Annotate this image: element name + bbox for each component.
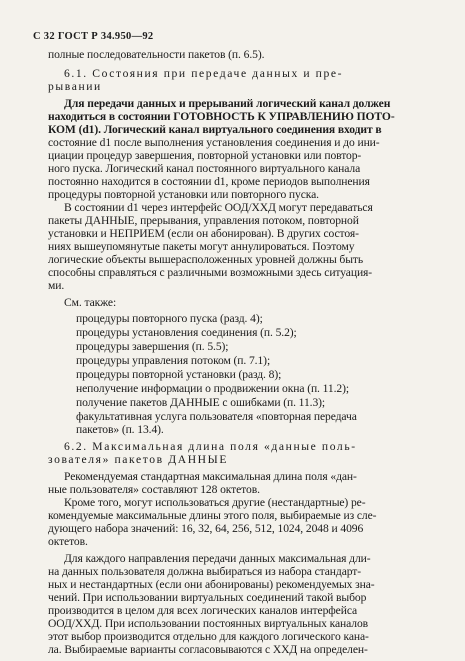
section-heading: 6.1. Состояния при передаче данных и пре-	[64, 67, 344, 80]
section-heading: рывании	[48, 80, 102, 93]
section-heading: 6.2. Максимальная длина поля «данные поль-	[64, 440, 357, 453]
text-line: состояние d1 после выполнения установления соединения и до ини-	[48, 136, 380, 149]
text-line: логические объекты вышерасположенных уровней должны быть	[48, 253, 364, 266]
list-item: процедуры установления соединения (п. 5.2);	[76, 326, 297, 339]
text-line: ного пуска. Логический канал постоянного виртуального канала	[48, 162, 361, 175]
text-line: комендуемые максимальные длины этого поля, выбираемые из сле-	[48, 509, 377, 522]
text-line: циации процедур завершения, повторной установки или повтор-	[48, 149, 362, 162]
page-header: С 32 ГОСТ Р 34.950—92	[33, 31, 154, 42]
text-line: ных и нестандартных (если они абонированы) рекомендуемых зна-	[48, 578, 375, 591]
text-line: процедуры повторной установки или повторного пуска.	[48, 188, 319, 201]
list-item: процедуры повторного пуска (разд. 4);	[76, 312, 263, 325]
text-line: способны справляться с различными возможными здесь ситуация-	[48, 266, 373, 279]
list-item: процедуры завершения (п. 5.5);	[76, 340, 229, 353]
text-line: дующего набора значений: 16, 32, 64, 256, 512, 1024, 2048 и 4096	[48, 522, 364, 535]
text-line: установки и НЕПРИЕМ (если он абонирован). В других состоя-	[48, 227, 359, 240]
list-item: факультативная услуга пользователя «повторная передача	[76, 410, 357, 423]
text-line: Для каждого направления передачи данных максимальная дли-	[64, 552, 371, 565]
text-line: Кроме того, могут использоваться другие (нестандартные) ре-	[64, 496, 366, 509]
text-line: октетов.	[48, 535, 88, 548]
text-line: пакеты ДАННЫЕ, прерывания, управления потоком, повторной	[48, 214, 359, 227]
text-line: ла. Выбираемые варианты согласовываются с ХХД на определен-	[48, 643, 368, 656]
list-item: процедуры управления потоком (п. 7.1);	[76, 354, 271, 367]
text-line: Рекомендуемая стандартная максимальная длина поля «дан-	[64, 470, 357, 483]
text-line: производится в целом для всех логических каналов интерфейса	[48, 604, 358, 617]
text-line: См. также:	[64, 296, 117, 309]
text-line: ООД/ХХД. При использовании постоянных виртуальных каналов	[48, 617, 369, 630]
text-line: ми.	[48, 279, 65, 292]
text-line: КОМ (d1). Логический канал виртуального соединения входит в	[48, 123, 382, 136]
text-line: чений. При использовании виртуальных соединений такой выбор	[48, 591, 367, 604]
text-line: полные последовательности пакетов (п. 6.5).	[48, 48, 265, 61]
text-line: ниях вышеупомянутые пакеты могут аннулироваться. Поэтому	[48, 240, 355, 253]
text-line: постоянно находится в состоянии d1, кроме периодов выполнения	[48, 175, 370, 188]
text-line: на данных пользователя должна выбираться из набора стандарт-	[48, 565, 362, 578]
list-item: получение пакетов ДАННЫЕ с ошибками (п. 11.3);	[76, 396, 326, 409]
text-line: Для передачи данных и прерываний логический канал должен	[64, 97, 391, 110]
section-heading: зователя» пакетов ДАННЫЕ	[48, 453, 229, 466]
list-item: процедуры повторной установки (разд. 8);	[76, 368, 282, 381]
list-item: неполучение информации о продвижении окна (п. 11.2);	[76, 382, 349, 395]
text-line: этот выбор производится отдельно для каждого логического кана-	[48, 630, 369, 643]
text-line: находиться в состоянии ГОТОВНОСТЬ К УПРАВЛЕНИЮ ПОТО-	[48, 110, 395, 123]
text-line: ные пользователя» составляют 128 октетов.	[48, 483, 260, 496]
list-item: пакетов» (п. 13.4).	[76, 423, 164, 436]
text-line: В состоянии d1 через интерфейс ООД/ХХД могут передаваться	[64, 201, 373, 214]
